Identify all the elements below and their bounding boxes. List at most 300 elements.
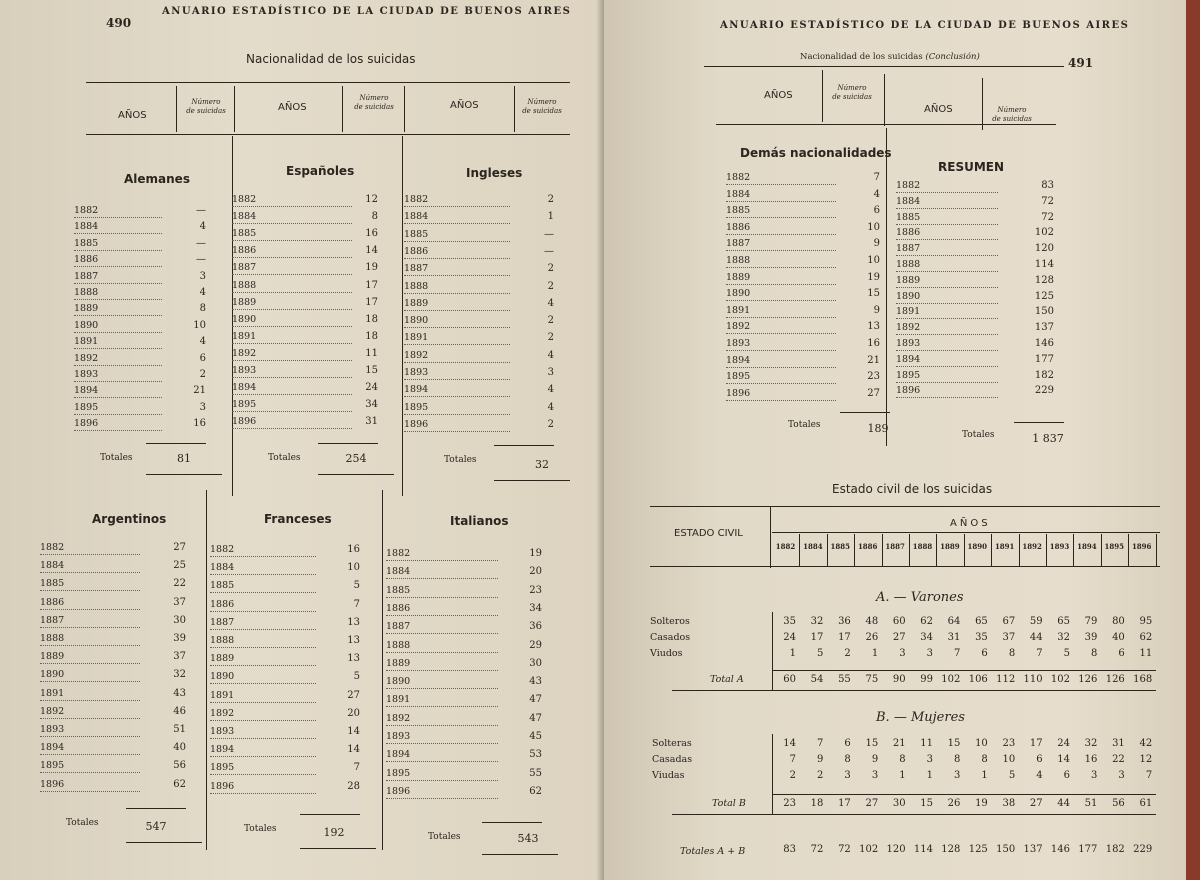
year-column-header: 1882	[775, 542, 796, 551]
suicide-count: 4	[547, 384, 554, 396]
suicide-count: 6	[873, 205, 880, 217]
suicide-count: 37	[173, 651, 186, 663]
year-label: 1891	[726, 305, 836, 318]
suicide-count: 24	[365, 382, 378, 394]
suicide-count: 125	[1034, 290, 1054, 302]
civil-cell: 95	[1139, 616, 1153, 627]
civil-total-cell: 51	[1084, 798, 1098, 809]
civil-cell: 37	[1002, 632, 1016, 643]
civil-total-cell: 38	[1002, 798, 1016, 809]
year-label: 1890	[74, 320, 162, 333]
section-title: Nacionalidad de los suicidas	[246, 52, 416, 66]
civil-cell: 3	[926, 754, 933, 765]
group-name: Demás nacionalidades	[740, 146, 892, 160]
header-rule-bottom	[86, 134, 570, 135]
suicide-count: 39	[173, 633, 186, 644]
year-label: 1896	[386, 786, 498, 799]
civil-cell: 15	[947, 738, 961, 749]
suicide-count: 37	[173, 596, 186, 608]
header-divider	[770, 506, 771, 568]
suicide-count: 14	[365, 245, 378, 257]
suicide-count: 83	[1041, 180, 1054, 191]
suicide-count: 32	[173, 669, 186, 681]
col-header-number: Número de suicidas	[522, 98, 562, 115]
col-header-years: AÑOS	[764, 90, 793, 101]
suicide-count: 20	[529, 566, 542, 578]
totals-label: Totales	[244, 824, 277, 834]
total-rule	[494, 445, 554, 446]
civil-cell: 67	[1002, 616, 1016, 627]
year-label: 1890	[386, 676, 498, 689]
header-rule-top	[704, 66, 1064, 67]
year-label: 1889	[40, 651, 140, 664]
totals-label: Totales	[428, 832, 461, 842]
civil-cell: 65	[1057, 616, 1070, 627]
civil-total-cell: 126	[1078, 674, 1098, 685]
grand-total-cell: 72	[838, 844, 851, 855]
suicide-count: 3	[199, 270, 206, 282]
year-label: 1888	[386, 640, 498, 653]
year-label: 1885	[726, 205, 836, 218]
civil-row-label: Viudas	[652, 770, 685, 781]
grand-total-cell: 72	[810, 844, 824, 855]
suicide-count: 20	[347, 707, 360, 719]
year-column-header: 1886	[857, 542, 878, 551]
year-label: 1886	[40, 597, 140, 610]
suicide-count: 137	[1034, 322, 1054, 334]
civil-cell: 2	[844, 648, 851, 659]
year-label: 1886	[726, 222, 836, 235]
grand-total-cell: 128	[941, 844, 961, 855]
col-header-number: Número de suicidas	[992, 106, 1032, 123]
year-label: 1889	[232, 297, 352, 310]
civil-total-cell: 99	[920, 674, 933, 685]
year-label: 1886	[210, 599, 316, 612]
suicide-count: 177	[1034, 353, 1054, 365]
civil-cell: 64	[947, 616, 961, 627]
civil-cell: 32	[1084, 738, 1098, 749]
suicide-count: 1	[547, 211, 554, 223]
group-name: Italianos	[450, 514, 509, 528]
col-header-years: AÑOS	[118, 110, 147, 121]
civil-total-cell: 112	[996, 674, 1016, 685]
civil-cell: 32	[1057, 632, 1070, 643]
suicide-count: 7	[353, 762, 360, 774]
suicide-count: 10	[193, 319, 206, 331]
suicide-count: 23	[529, 584, 542, 596]
header-divider	[884, 74, 885, 126]
year-label: 1886	[896, 227, 998, 240]
civil-cell: 2	[789, 770, 796, 781]
year-label: 1892	[726, 321, 836, 334]
group-name: Ingleses	[466, 166, 523, 180]
civil-cell: 3	[1091, 770, 1098, 781]
suicide-count: 47	[529, 694, 542, 706]
civil-cell: 7	[789, 754, 796, 765]
year-label: 1895	[74, 402, 162, 415]
year-label: 1885	[74, 238, 162, 251]
col-header-number: Número de suicidas	[832, 84, 872, 101]
civil-cell: 27	[892, 632, 906, 643]
civil-total-cell: 55	[838, 674, 851, 685]
suicide-count: 34	[365, 399, 378, 411]
total-underline	[300, 848, 376, 849]
suicide-count: 72	[1041, 195, 1054, 207]
year-label: 1892	[40, 706, 140, 719]
year-label: 1893	[404, 367, 510, 380]
suicide-count: 102	[1034, 227, 1054, 239]
year-label: 1889	[404, 298, 510, 311]
civil-header-years: AÑOS	[950, 518, 991, 529]
year-label: 1896	[404, 419, 510, 432]
grand-total-cell: 229	[1133, 844, 1153, 855]
suicide-count: 72	[1041, 211, 1054, 223]
civil-cell: 48	[865, 616, 879, 627]
civil-cell: 62	[920, 616, 933, 627]
civil-total-cell: 75	[865, 674, 879, 685]
total-rule	[772, 794, 1156, 795]
suicide-count: 45	[529, 731, 542, 742]
civil-total-label: Total B	[712, 798, 746, 809]
civil-total-cell: 110	[1023, 674, 1043, 685]
totals-label: Totales	[962, 430, 995, 440]
suicide-count: 31	[365, 416, 378, 428]
year-label: 1886	[74, 254, 162, 267]
running-head: ANUARIO ESTADÍSTICO DE LA CIUDAD DE BUENOS AIRES	[162, 6, 572, 17]
civil-cell: 6	[981, 648, 988, 659]
year-column-header: 1891	[994, 542, 1015, 551]
civil-cell: 1	[789, 648, 796, 659]
civil-cell: 14	[1057, 754, 1070, 765]
civil-row-label: Viudos	[650, 648, 683, 659]
civil-total-cell: 60	[783, 674, 796, 685]
civil-cell: 79	[1084, 616, 1098, 627]
suicide-count: 18	[365, 330, 378, 342]
group-name: Franceses	[264, 512, 332, 526]
suicide-count: 17	[365, 279, 378, 291]
year-label: 1890	[896, 291, 998, 304]
civil-cell: 60	[892, 616, 906, 627]
year-label: 1891	[386, 694, 498, 707]
suicide-count: 2	[547, 194, 554, 205]
year-label: 1891	[74, 336, 162, 349]
year-label: 1891	[232, 331, 352, 344]
group-total: 547	[145, 820, 167, 833]
suicide-count: 4	[873, 188, 880, 200]
civil-cell: 5	[817, 648, 824, 659]
civil-cell: 7	[817, 738, 824, 749]
civil-cell: 2	[817, 770, 824, 781]
civil-cell: 9	[871, 754, 879, 765]
suicide-count: 4	[199, 287, 206, 298]
suicide-count: 36	[529, 621, 542, 633]
section-subtitle: Nacionalidad de los suicidas (Conclusión)	[800, 52, 980, 62]
year-label: 1891	[896, 306, 998, 319]
grand-total-cell: 137	[1023, 844, 1043, 855]
suicide-count: —	[196, 205, 206, 216]
suicide-count: 5	[353, 671, 360, 683]
year-label: 1892	[896, 322, 998, 335]
suicide-count: 19	[867, 271, 880, 283]
civil-cell: 1	[899, 770, 906, 781]
civil-total-cell: 18	[810, 798, 824, 809]
civil-total-cell: 23	[783, 798, 796, 809]
year-label: 1893	[210, 726, 316, 739]
year-label: 1896	[40, 779, 140, 792]
civil-cell: 6	[1036, 754, 1043, 765]
suicide-count: 16	[867, 338, 880, 349]
suicide-count: 2	[547, 263, 554, 275]
suicide-count: 23	[867, 371, 880, 383]
civil-cell: 21	[892, 738, 906, 749]
suicide-count: 10	[347, 562, 360, 574]
year-label: 1884	[896, 196, 998, 209]
year-label: 1885	[40, 578, 140, 591]
grand-total-cell: 125	[968, 844, 988, 855]
year-column-header: 1893	[1049, 542, 1070, 551]
group-name: Alemanes	[124, 172, 190, 186]
civil-cell: 8	[954, 754, 961, 765]
civil-cell: 39	[1084, 632, 1098, 643]
year-label: 1885	[210, 580, 316, 593]
suicide-count: 2	[547, 280, 554, 292]
suicide-count: 6	[199, 352, 206, 364]
suicide-count: 16	[365, 228, 378, 240]
suicide-count: 9	[873, 304, 880, 316]
group-name: Españoles	[286, 164, 355, 178]
suicide-count: 8	[199, 303, 206, 315]
total-rule	[126, 808, 186, 809]
suicide-count: 27	[347, 689, 360, 701]
suicide-count: 34	[529, 602, 542, 614]
civil-cell: 3	[1118, 770, 1125, 781]
civil-cell: 8	[844, 754, 851, 765]
year-label: 1888	[896, 259, 998, 272]
suicide-count: 27	[173, 542, 186, 553]
civil-cell: 1	[871, 648, 879, 659]
civil-cell: 1	[981, 770, 988, 781]
suicide-count: 14	[347, 744, 360, 756]
suicide-count: 2	[199, 369, 206, 380]
civil-cell: 8	[1091, 648, 1098, 659]
suicide-count: 11	[365, 347, 378, 359]
civil-total-cell: 102	[1050, 674, 1070, 685]
civil-cell: 10	[975, 738, 988, 749]
suicide-count: 17	[365, 296, 378, 308]
civil-cell: 16	[1084, 754, 1098, 765]
suicide-count: 128	[1034, 274, 1054, 286]
civil-cell: 42	[1139, 738, 1153, 749]
total-underline	[672, 814, 1156, 815]
column-divider	[382, 490, 383, 850]
year-label: 1893	[896, 338, 998, 351]
total-rule	[300, 814, 360, 815]
year-label: 1888	[404, 281, 510, 294]
year-label: 1889	[896, 275, 998, 288]
suicide-count: 43	[173, 687, 186, 699]
column-divider	[886, 128, 887, 446]
civil-title: Estado civil de los suicidas	[832, 482, 993, 496]
year-label: 1882	[232, 194, 352, 207]
year-label: 1888	[726, 255, 836, 268]
suicide-count: 30	[529, 657, 542, 669]
year-label: 1884	[40, 560, 140, 573]
civil-cell: 10	[1002, 754, 1016, 765]
total-underline	[146, 474, 222, 475]
year-label: 1887	[210, 617, 316, 630]
year-label: 1886	[404, 246, 510, 259]
suicide-count: 15	[867, 288, 880, 300]
civil-cell: 17	[810, 632, 824, 643]
civil-cell: 36	[838, 616, 851, 627]
civil-total-cell: 19	[975, 798, 988, 809]
year-column-header: 1887	[885, 542, 905, 551]
year-label: 1895	[40, 760, 140, 773]
civil-cell: 62	[1139, 632, 1153, 643]
civil-subsection-title: B. — Mujeres	[876, 710, 965, 725]
year-label: 1884	[386, 566, 498, 579]
civil-cell: 11	[920, 738, 933, 749]
civil-total-cell: 26	[947, 798, 961, 809]
civil-row-label: Solteros	[650, 616, 690, 627]
suicide-count: 15	[365, 365, 378, 376]
suicide-count: 4	[547, 349, 554, 361]
suicide-count: 10	[867, 221, 880, 233]
civil-cell: 8	[1008, 648, 1016, 659]
totals-label: Totales	[100, 453, 133, 463]
suicide-count: 229	[1034, 385, 1054, 397]
grand-total-cell: 182	[1105, 844, 1125, 855]
civil-year-rule	[772, 532, 1160, 533]
column-divider	[402, 136, 403, 496]
suicide-count: 4	[547, 297, 554, 309]
year-column-header: 1894	[1077, 542, 1097, 551]
civil-cell: 59	[1029, 616, 1043, 627]
grand-total-cell: 177	[1078, 844, 1098, 855]
header-divider	[982, 78, 983, 130]
year-label: 1894	[386, 749, 498, 762]
suicide-count: 28	[347, 780, 360, 792]
civil-row-label: Casadas	[652, 754, 693, 765]
year-label: 1892	[404, 350, 510, 363]
year-column-header: 1888	[912, 542, 933, 551]
suicide-count: 4	[199, 336, 206, 348]
year-column-header: 1885	[830, 542, 851, 551]
year-label: 1890	[404, 315, 510, 328]
grand-total-cell: 146	[1050, 844, 1070, 855]
suicide-count: 150	[1034, 306, 1054, 318]
suicide-count: 53	[529, 749, 542, 761]
year-column-divider	[1156, 534, 1157, 566]
year-label: 1889	[726, 272, 836, 285]
grand-total-cell: 83	[783, 844, 796, 855]
suicide-count: —	[544, 228, 554, 240]
header-divider	[822, 70, 823, 122]
year-label: 1887	[386, 621, 498, 634]
civil-total-label: Total A	[710, 674, 744, 685]
civil-cell: 8	[899, 754, 906, 765]
civil-cell: 8	[981, 754, 988, 765]
suicide-count: 120	[1034, 243, 1054, 255]
civil-cell: 35	[975, 632, 988, 643]
total-underline	[672, 690, 1156, 691]
year-label: 1892	[210, 708, 316, 721]
year-label: 1887	[74, 271, 162, 284]
year-label: 1884	[232, 211, 352, 224]
year-label: 1891	[404, 332, 510, 345]
suicide-count: 47	[529, 712, 542, 724]
civil-rule-bottom	[650, 566, 1160, 567]
year-label: 1890	[40, 669, 140, 682]
header-divider	[234, 86, 235, 132]
year-label: 1896	[232, 416, 352, 429]
year-label: 1893	[726, 338, 836, 351]
suicide-count: 10	[867, 255, 880, 266]
suicide-count: 13	[867, 321, 880, 333]
total-underline	[494, 480, 570, 481]
civil-row-label: Solteras	[652, 738, 692, 749]
civil-header-label: ESTADO CIVIL	[674, 528, 743, 539]
suicide-count: 114	[1034, 259, 1054, 270]
suicide-count: 21	[867, 354, 880, 366]
year-column-header: 1896	[1131, 542, 1152, 551]
suicide-count: 12	[365, 194, 378, 205]
suicide-count: —	[544, 245, 554, 257]
civil-cell: 11	[1139, 648, 1153, 659]
suicide-count: 25	[173, 560, 186, 572]
civil-total-cell: 90	[892, 674, 906, 685]
year-label: 1886	[386, 603, 498, 616]
year-label: 1887	[896, 243, 998, 256]
year-label: 1894	[74, 385, 162, 398]
year-column-header: 1884	[803, 542, 823, 551]
civil-cell: 24	[1057, 738, 1070, 749]
suicide-count: 46	[173, 705, 186, 717]
civil-cell: 9	[817, 754, 824, 765]
year-label: 1889	[74, 303, 162, 316]
year-label: 1882	[40, 542, 140, 555]
suicide-count: 43	[529, 676, 542, 688]
year-label: 1896	[896, 385, 998, 398]
col-header-years: AÑOS	[924, 104, 953, 115]
civil-total-cell: 27	[1029, 798, 1043, 809]
suicide-count: 13	[347, 635, 360, 646]
year-label: 1882	[404, 194, 510, 207]
suicide-count: 7	[873, 172, 880, 183]
year-label: 1892	[386, 713, 498, 726]
civil-cell: 44	[1029, 632, 1043, 643]
suicide-count: 9	[873, 238, 880, 250]
year-column-header: 1890	[967, 542, 988, 551]
suicide-count: 3	[547, 367, 554, 378]
page-number: 490	[106, 16, 132, 30]
civil-cell: 3	[954, 770, 961, 781]
year-label: 1895	[232, 399, 352, 412]
civil-cell: 35	[783, 616, 796, 627]
year-label: 1889	[386, 658, 498, 671]
total-rule	[482, 822, 542, 823]
year-label: 1895	[726, 371, 836, 384]
year-label: 1893	[74, 369, 162, 382]
civil-cell: 26	[865, 632, 879, 643]
total-rule	[772, 670, 1156, 671]
col-header-number: Número de suicidas	[354, 94, 394, 111]
year-label: 1882	[210, 544, 316, 557]
year-label: 1885	[896, 212, 998, 225]
suicide-count: 182	[1034, 369, 1054, 381]
civil-cell: 17	[838, 632, 851, 643]
suicide-count: 30	[173, 614, 186, 626]
